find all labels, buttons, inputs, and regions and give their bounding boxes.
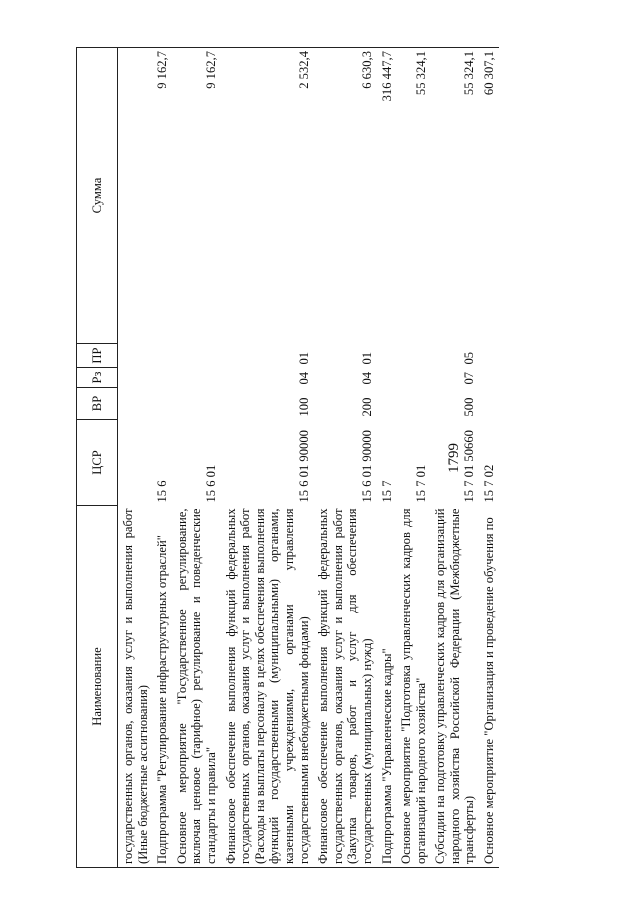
row-name: Финансовое обеспечение выполнения функций федеральных государственных органов, оказания услуг и выполнения работ (Закупка товаров, работ и услуг для обеспечения государственных (муниципальных) нужд) <box>313 506 376 868</box>
row-vr: 500 <box>462 397 477 417</box>
table-header-row <box>77 48 118 868</box>
row-pr <box>118 344 153 368</box>
row-sum: 316 447,7 <box>377 48 397 344</box>
table-row <box>221 48 314 868</box>
row-csr <box>118 420 153 506</box>
row-csr: 15 7 01 <box>413 464 428 503</box>
row-vr <box>377 388 397 420</box>
row-sum: 2 532,4 <box>221 48 314 344</box>
row-pr <box>152 344 172 368</box>
row-pr <box>377 344 397 368</box>
row-csr: 15 6 01 <box>203 464 218 503</box>
row-sum: 9 162,7 <box>172 48 221 344</box>
row-csr: 15 7 01 50660 <box>462 430 477 503</box>
row-name: Подпрограмма "Регулирование инфраструктурных отраслей" <box>152 506 172 868</box>
table-row <box>118 48 153 868</box>
column-header-csr: ЦСР <box>77 420 118 506</box>
row-rz <box>377 368 397 388</box>
row-pr <box>172 344 221 368</box>
page-number: 1799 <box>446 443 462 473</box>
row-rz <box>479 368 499 388</box>
row-rz: 04 <box>359 371 374 385</box>
budget-table <box>76 47 499 868</box>
column-header-rz: Рз <box>77 368 118 388</box>
column-header-name: Наименование <box>77 506 118 868</box>
row-sum: 9 162,7 <box>152 48 172 344</box>
row-vr <box>118 388 153 420</box>
column-header-pr: ПР <box>77 344 118 368</box>
row-csr: 15 6 <box>155 480 170 503</box>
row-name: Основное мероприятие "Подготовка управленческих кадров для организаций народного хозяйства" <box>396 506 430 868</box>
rotated-page <box>40 48 600 868</box>
row-sum: 55 324,1 <box>396 48 430 344</box>
table-row <box>172 48 221 868</box>
row-vr <box>172 388 221 420</box>
row-vr <box>479 388 499 420</box>
row-pr <box>396 344 430 368</box>
row-csr: 15 6 01 90000 <box>359 430 374 503</box>
row-csr: 15 7 02 <box>482 464 497 503</box>
row-sum: 60 307,1 <box>479 48 499 344</box>
column-header-sum: Сумма <box>77 48 118 344</box>
row-name: Финансовое обеспечение выполнения функций федеральных государственных органов, оказания услуг и выполнения работ (Расходы на выплаты персоналу в целях обеспечения выполнения функций государственными (муниципальными) органами, казенными учреждениями, органами управления государственными внебюджетными фондами) <box>221 506 314 868</box>
row-vr: 200 <box>359 397 374 417</box>
row-vr <box>396 388 430 420</box>
row-rz <box>118 368 153 388</box>
row-pr: 01 <box>296 351 311 365</box>
row-name: Основное мероприятие "Государственное регулирование, включая ценовое (тарифное) регулирование и поведенческие стандарты и правила" <box>172 506 221 868</box>
row-rz <box>172 368 221 388</box>
row-csr: 15 6 01 90000 <box>296 430 311 503</box>
row-csr: 15 7 <box>379 480 394 503</box>
row-vr <box>152 388 172 420</box>
table-row <box>152 48 172 868</box>
row-rz: 07 <box>462 371 477 385</box>
row-sum: 6 630,3 <box>313 48 376 344</box>
row-rz <box>396 368 430 388</box>
table-row <box>396 48 430 868</box>
row-pr: 05 <box>462 351 477 365</box>
row-name: Субсидии на подготовку управленческих кадров для организаций народного хозяйства Российской Федерации (Межбюджетные трансферты) <box>430 506 479 868</box>
row-vr: 100 <box>296 397 311 417</box>
table-row <box>377 48 397 868</box>
row-sum <box>118 48 153 344</box>
row-pr: 01 <box>359 351 374 365</box>
row-name: Основное мероприятие "Организация и проведение обучения по <box>479 506 499 868</box>
column-header-vr: ВР <box>77 388 118 420</box>
row-sum: 55 324,1 <box>430 48 479 344</box>
row-name: государственных органов, оказания услуг и выполнения работ (Иные бюджетные ассигнования) <box>118 506 153 868</box>
row-rz: 04 <box>296 371 311 385</box>
table-row <box>479 48 499 868</box>
table-row <box>313 48 376 868</box>
row-pr <box>479 344 499 368</box>
row-name: Подпрограмма "Управленческие кадры" <box>377 506 397 868</box>
row-rz <box>152 368 172 388</box>
